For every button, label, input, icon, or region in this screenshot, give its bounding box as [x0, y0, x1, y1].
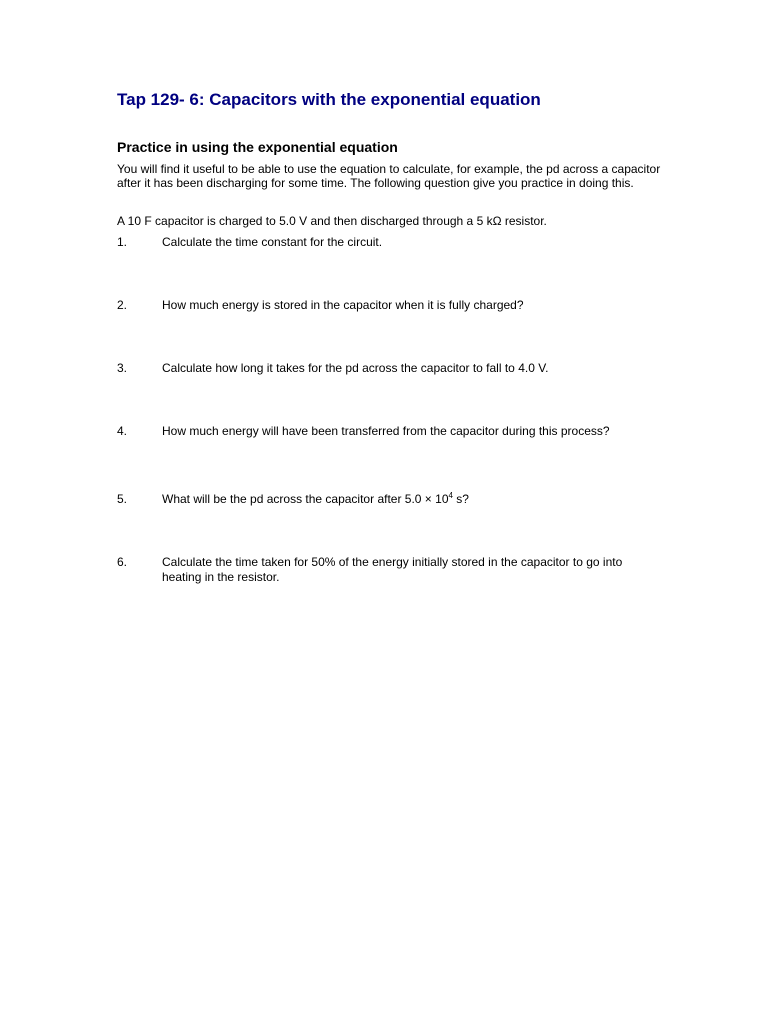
- question-text: Calculate the time constant for the circuit.: [162, 235, 383, 249]
- question-text: How much energy will have been transferred from the capacitor during this process?: [162, 424, 610, 438]
- question-number: 2.: [117, 298, 128, 312]
- question-text-after: s?: [452, 492, 469, 506]
- question-text: Calculate how long it takes for the pd across the capacitor to fall to 4.0 V.: [162, 361, 549, 375]
- question-text: How much energy is stored in the capacitor when it is fully charged?: [162, 298, 524, 312]
- question-text: [162, 492, 652, 507]
- question-text-before: What will be the pd across the capacitor after 5.0 × 10: [162, 492, 449, 506]
- exponent: 4: [448, 491, 453, 500]
- question-number: 6.: [117, 555, 128, 569]
- question-number: 1.: [117, 235, 128, 249]
- question-number: 4.: [117, 424, 128, 438]
- problem-setup: A 10 F capacitor is charged to 5.0 V and then discharged through a 5 kΩ resistor.: [117, 214, 547, 228]
- page-title: Tap 129- 6: Capacitors with the exponential equation: [117, 90, 541, 109]
- question-text: Calculate the time taken for 50% of the energy initially stored in the capacitor to go into heating in the resistor.: [162, 555, 623, 584]
- section-heading: Practice in using the exponential equation: [117, 139, 398, 155]
- question-number: 5.: [117, 492, 128, 506]
- question-number: 3.: [117, 361, 128, 375]
- intro-paragraph: You will find it useful to be able to use the equation to calculate, for example, the pd across a capacitor after it has been discharging for some time. The following question give you practice in doing this.: [117, 162, 661, 190]
